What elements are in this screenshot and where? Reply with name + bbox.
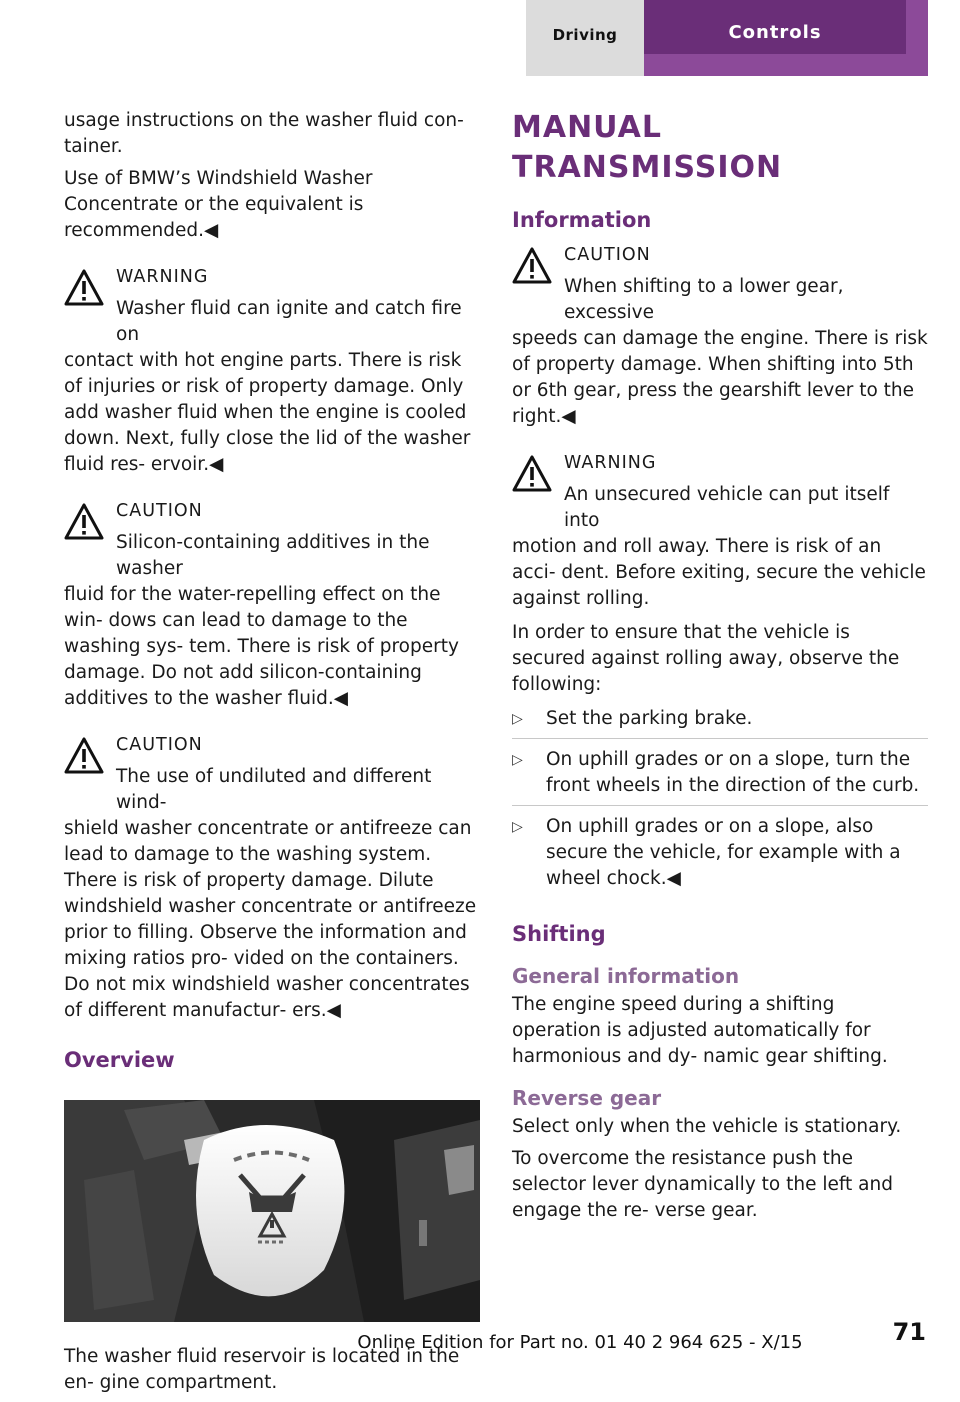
edition-footer — [0, 1332, 960, 1353]
caution-notice — [512, 242, 928, 430]
paragraph: Select only when the vehicle is stationary. — [512, 1116, 902, 1137]
notice-title: WARNING — [564, 453, 657, 473]
notice-text: An unsecured vehicle can put itself into — [564, 484, 890, 531]
paragraph: usage instructions on the washer fluid con‐ tainer. — [64, 110, 464, 157]
notice-text: When shifting to a lower gear, excessive — [564, 276, 844, 323]
left-column — [64, 108, 478, 1402]
paragraph: Use of BMW’s Windshield Washer Concentrate or the equivalent is recommended.◀ — [64, 168, 373, 241]
notice-text: shield washer concentrate or antifreeze can lead to damage to the washing system. There is risk of property damage. Dilute windshield washer concentrate or antifreeze prior to filling. Observe the information and mixing ratios pro‐ vided on the containers. Do not mix windshield washer concentrates of different manufactur‐ ers.◀ — [64, 818, 477, 1021]
overview-heading: Overview — [64, 1048, 175, 1072]
notice-text: Silicon-containing additives in the washer — [116, 532, 430, 579]
triangle-bullet-icon: ▷ — [512, 752, 523, 768]
warning-triangle-icon — [64, 736, 104, 776]
list-item — [512, 745, 928, 806]
edition-text: Online Edition for Part no. 01 40 2 964 625 - X/15 — [357, 1332, 803, 1353]
notice-text: speeds can damage the engine. There is risk of property damage. When shifting into 5th or 6th gear, press the gearshift lever to the right.◀ — [512, 328, 928, 427]
right-column — [512, 108, 928, 1230]
chapter-tabs — [526, 0, 928, 76]
list-item-text: On uphill grades or on a slope, also secure the vehicle, for example with a wheel chock.◀ — [546, 816, 901, 889]
notice-title: CAUTION — [116, 501, 203, 521]
warning-notice — [512, 450, 928, 612]
information-heading: Information — [512, 208, 652, 232]
photo-caption: The washer fluid reservoir is located in the en‐ gine compartment. — [64, 1346, 460, 1393]
bullet-list — [512, 704, 928, 898]
page-number: 71 — [892, 1318, 926, 1346]
reverse-gear-heading: Reverse gear — [512, 1086, 662, 1110]
notice-text: Washer fluid can ignite and catch fire on — [116, 298, 462, 345]
notice-title: CAUTION — [116, 735, 203, 755]
warning-triangle-icon — [512, 246, 552, 286]
notice-text: fluid for the water-repelling effect on the win‐ dows can lead to damage to the washing sys‐ tem. There is risk of property damage. Do not add silicon-containing additives to the washer fluid.◀ — [64, 584, 459, 709]
paragraph: In order to ensure that the vehicle is secured against rolling away, observe the following: — [512, 622, 900, 695]
triangle-bullet-icon: ▷ — [512, 819, 523, 835]
notice-text: contact with hot engine parts. There is risk of injuries or risk of property damage. Only add washer fluid when the engine is cooled down. Next, fully close the lid of the washer fluid res‐ ervoir.◀ — [64, 350, 471, 475]
caution-notice — [64, 498, 478, 712]
paragraph: To overcome the resistance push the selector lever dynamically to the left and engage the re‐ verse gear. — [512, 1148, 893, 1221]
notice-text: The use of undiluted and different wind‐ — [116, 766, 432, 813]
warning-triangle-icon — [64, 502, 104, 542]
list-item-text: On uphill grades or on a slope, turn the front wheels in the direction of the curb. — [546, 749, 920, 796]
triangle-bullet-icon: ▷ — [512, 711, 523, 727]
warning-notice — [64, 264, 478, 478]
washer-reservoir-photo — [64, 1100, 480, 1322]
shifting-heading: Shifting — [512, 922, 606, 946]
warning-triangle-icon — [64, 268, 104, 308]
warning-triangle-icon — [512, 454, 552, 494]
general-information-heading: General information — [512, 964, 740, 988]
notice-text: motion and roll away. There is risk of an acci‐ dent. Before exiting, secure the vehicle against rolling. — [512, 536, 926, 609]
paragraph: The engine speed during a shifting operation is adjusted automatically for harmonious and dy‐ namic gear shifting. — [512, 994, 888, 1067]
section-title: MANUAL TRANSMISSION — [512, 110, 783, 185]
notice-title: CAUTION — [564, 245, 651, 265]
list-item-text: Set the parking brake. — [546, 708, 753, 729]
caution-notice — [64, 732, 478, 1024]
tab-controls[interactable]: Controls — [644, 0, 928, 76]
tab-driving[interactable]: Driving — [526, 0, 644, 76]
notice-title: WARNING — [116, 267, 209, 287]
list-item — [512, 812, 928, 898]
list-item — [512, 704, 928, 739]
